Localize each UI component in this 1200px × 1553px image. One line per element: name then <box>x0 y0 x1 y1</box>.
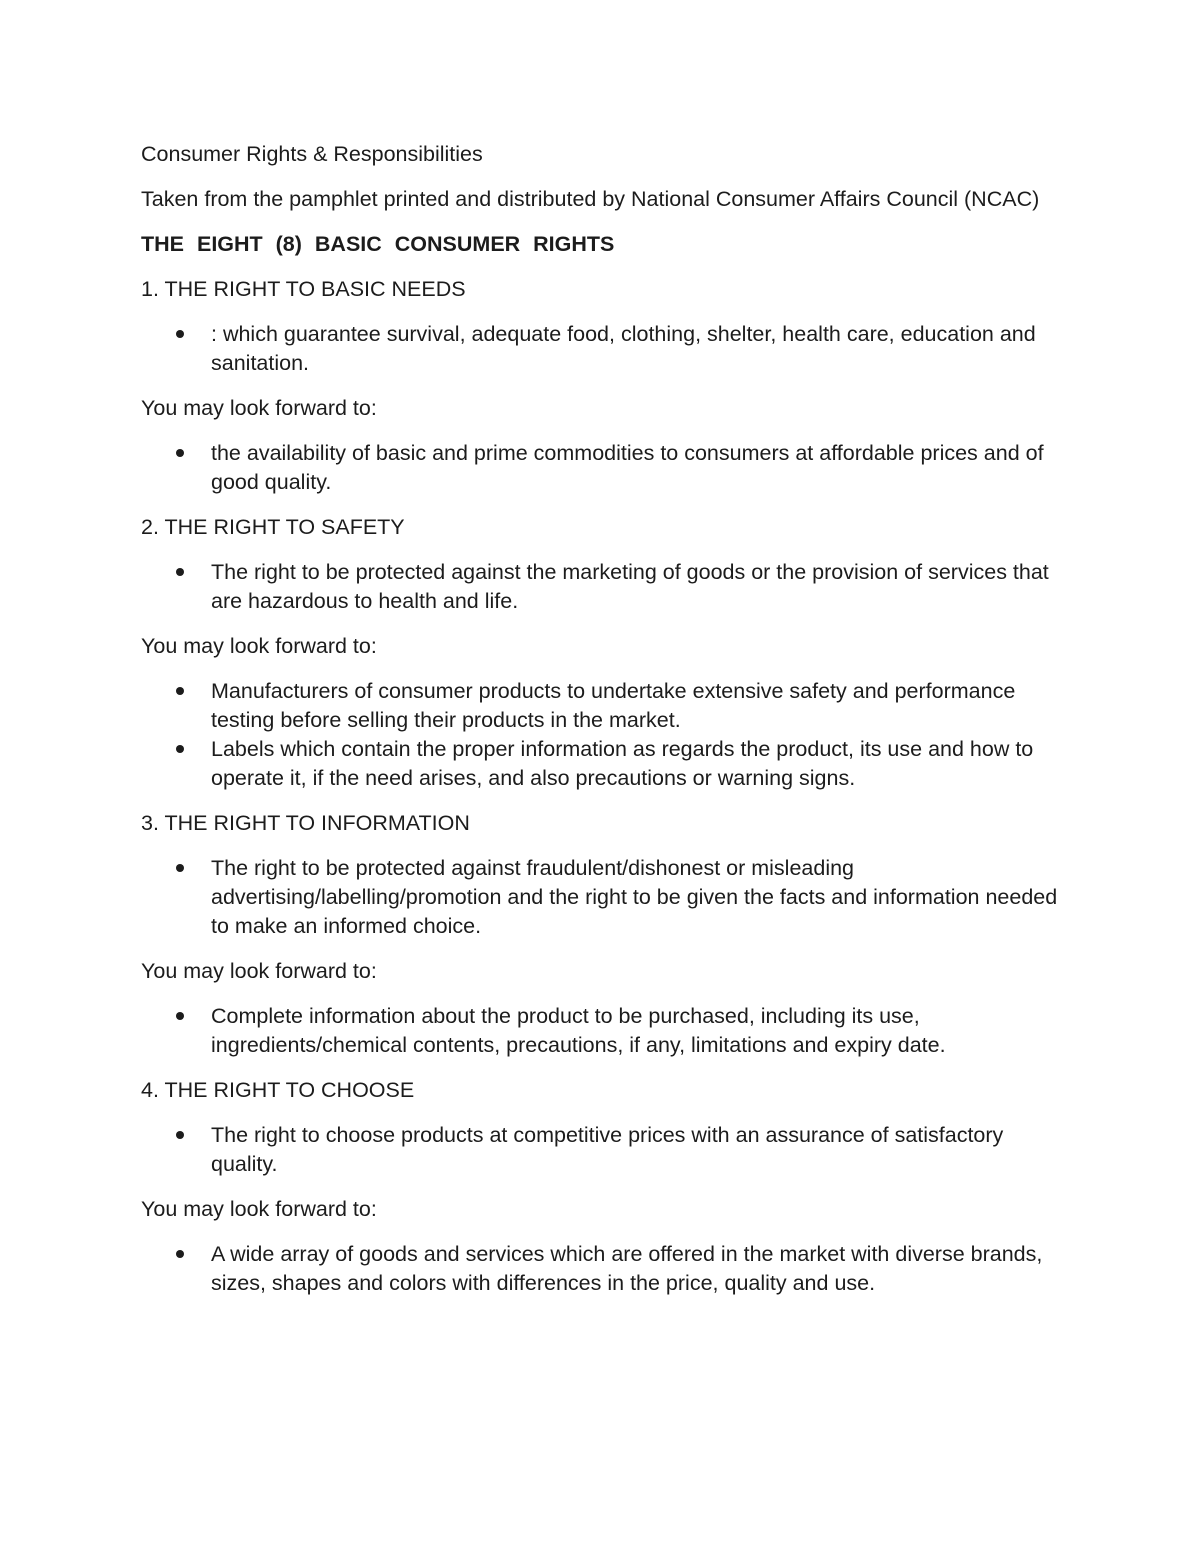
forward-list <box>141 439 1061 497</box>
document-body <box>141 140 1061 1314</box>
forward-label: You may look forward to: <box>141 959 377 983</box>
forward-list <box>141 1002 1061 1060</box>
bullet-icon <box>176 687 184 695</box>
source-note: Taken from the pamphlet printed and distributed by National Consumer Affairs Council (NCAC) <box>141 187 1040 211</box>
right-description-list <box>141 558 1061 616</box>
document-title: Consumer Rights & Responsibilities <box>141 142 483 166</box>
list-item-text: A wide array of goods and services which are offered in the market with diverse brands, sizes, shapes and colors with differences in the price, quality and use. <box>211 1242 1043 1295</box>
bullet-icon <box>176 1131 184 1139</box>
forward-label: You may look forward to: <box>141 396 377 420</box>
right-section-basic-needs <box>141 275 1061 497</box>
bullet-icon <box>176 745 184 753</box>
bullet-icon <box>176 864 184 872</box>
list-item <box>141 1240 1061 1298</box>
right-description-list <box>141 1121 1061 1179</box>
forward-label: You may look forward to: <box>141 1197 377 1221</box>
right-section-choose <box>141 1076 1061 1298</box>
list-item <box>141 1121 1061 1179</box>
forward-list <box>141 677 1061 793</box>
bullet-icon <box>176 1012 184 1020</box>
list-item-text: Labels which contain the proper information as regards the product, its use and how to operate it, if the need arises, and also precautions or warning signs. <box>211 737 1034 790</box>
list-item <box>141 558 1061 616</box>
bullet-icon <box>176 568 184 576</box>
right-section-information <box>141 809 1061 1060</box>
list-item <box>141 1002 1061 1060</box>
forward-list <box>141 1240 1061 1298</box>
list-item-text: : which guarantee survival, adequate food, clothing, shelter, health care, education and sanitation. <box>211 322 1036 375</box>
right-heading: 4. THE RIGHT TO CHOOSE <box>141 1078 415 1102</box>
right-heading: 3. THE RIGHT TO INFORMATION <box>141 811 470 835</box>
list-item <box>141 854 1061 941</box>
right-description-list <box>141 320 1061 378</box>
list-item-text: Complete information about the product to be purchased, including its use, ingredients/chemical contents, precautions, if any, limitations and expiry date. <box>211 1004 946 1057</box>
list-item-text: Manufacturers of consumer products to undertake extensive safety and performance testing before selling their products in the market. <box>211 679 1016 732</box>
list-item <box>141 735 1061 793</box>
list-item <box>141 677 1061 735</box>
forward-label: You may look forward to: <box>141 634 377 658</box>
list-item-text: The right to be protected against fraudulent/dishonest or misleading advertising/labelling/promotion and the right to be given the facts and information needed to make an informed choice. <box>211 856 1058 938</box>
right-description-list <box>141 854 1061 941</box>
bullet-icon <box>176 1250 184 1258</box>
bullet-icon <box>176 330 184 338</box>
right-heading: 2. THE RIGHT TO SAFETY <box>141 515 405 539</box>
list-item <box>141 439 1061 497</box>
right-section-safety <box>141 513 1061 793</box>
right-heading: 1. THE RIGHT TO BASIC NEEDS <box>141 277 466 301</box>
list-item <box>141 320 1061 378</box>
bullet-icon <box>176 449 184 457</box>
list-item-text: The right to choose products at competitive prices with an assurance of satisfactory quality. <box>211 1123 1004 1176</box>
list-item-text: The right to be protected against the marketing of goods or the provision of services that are hazardous to health and life. <box>211 560 1049 613</box>
list-item-text: the availability of basic and prime commodities to consumers at affordable prices and of good quality. <box>211 441 1044 494</box>
main-heading: THE EIGHT (8) BASIC CONSUMER RIGHTS <box>141 232 615 256</box>
